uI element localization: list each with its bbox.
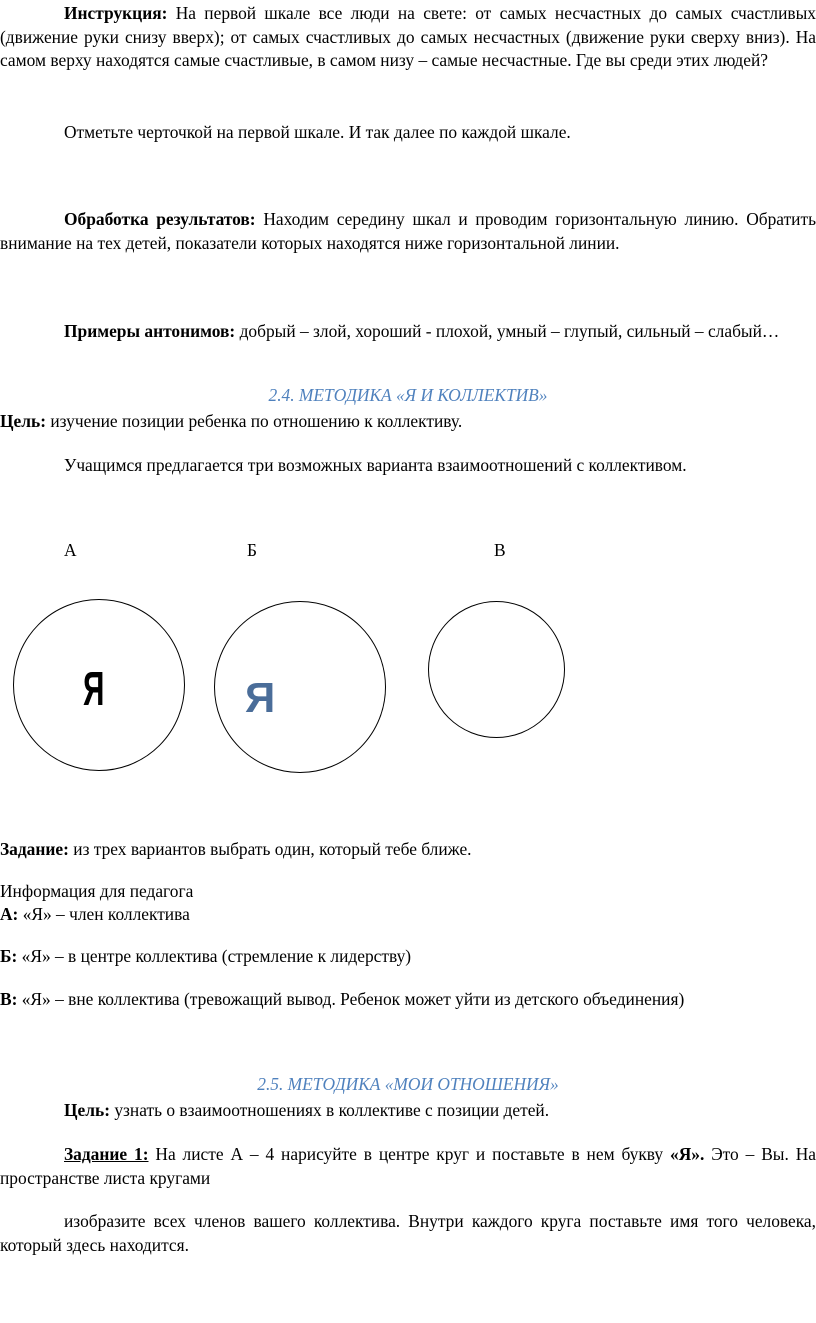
task1-label: Задание 1: <box>64 1144 149 1164</box>
teacher-info: Информация для педагога <box>0 881 194 901</box>
processing-label: Обработка результатов: <box>64 209 256 229</box>
processing-text: Находим середину шкал и проводим горизонтальную линию. Обратить внимание на тех детей, показатели которых находятся ниже горизонтальной линии. <box>0 209 816 253</box>
answer-v-label: В: <box>0 989 18 1009</box>
antonyms-label: Примеры антонимов: <box>64 321 236 341</box>
task-text: из трех вариантов выбрать один, который тебе ближе. <box>68 839 472 859</box>
section-24-intro: Учащимся предлагается три возможных варианта взаимоотношений с коллективом. <box>64 455 687 475</box>
section-24-task <box>0 838 816 862</box>
answer-a <box>0 903 816 927</box>
goal-25-text: узнать о взаимоотношениях в коллективе с позиции детей. <box>110 1100 550 1120</box>
circle-variant-a <box>13 599 185 771</box>
answer-a-text: «Я» – член коллектива <box>18 904 190 924</box>
task1-text-a: На листе А – 4 нарисуйте в центре круг и поставьте в нем букву <box>148 1144 670 1164</box>
section-25-task1 <box>0 1143 816 1190</box>
ya-letter-a: Я <box>83 663 105 716</box>
answer-b <box>0 945 816 969</box>
answer-a-label: А: <box>0 904 19 924</box>
variant-label-b: Б <box>247 540 257 560</box>
goal-label: Цель: <box>0 411 46 431</box>
processing-paragraph <box>0 208 816 255</box>
goal-text: изучение позиции ребенка по отношению к коллективу. <box>46 411 463 431</box>
answer-v <box>0 988 816 1012</box>
instruction-label: Инструкция: <box>64 3 168 23</box>
antonyms-paragraph <box>0 320 816 344</box>
section-24-goal <box>0 410 816 434</box>
antonyms-text: добрый – злой, хороший - плохой, умный – глупый, сильный – слабый… <box>235 321 780 341</box>
section-25-title: 2.5. МЕТОДИКА «МОИ ОТНОШЕНИЯ» <box>257 1074 559 1094</box>
instruction-text: На первой шкале все люди на свете: от самых несчастных до самых счастливых (движение руки снизу вверх); от самых счастливых до самых несчастных (движение руки сверху вниз). На самом верху находятся самые счастливые, в самом низу – самые несчастные. Где вы среди этих людей? <box>0 3 816 70</box>
section-24-title: 2.4. МЕТОДИКА «Я И КОЛЛЕКТИВ» <box>268 385 548 405</box>
answer-b-label: Б: <box>0 946 18 966</box>
instruction-paragraph <box>0 2 816 73</box>
task-label: Задание: <box>0 839 69 859</box>
variant-label-v: В <box>494 540 506 560</box>
section-25-goal <box>0 1099 816 1123</box>
mark-note: Отметьте черточкой на первой шкале. И так далее по каждой шкале. <box>64 122 571 142</box>
circle-variant-v <box>428 601 565 738</box>
circle-variant-b <box>214 601 386 773</box>
task1-text-b: Это – Вы. На пространстве листа кругами <box>0 1144 816 1188</box>
ya-letter-b: Я <box>245 674 276 721</box>
task1-bold: «Я». <box>670 1144 705 1164</box>
variant-label-a: А <box>64 540 77 560</box>
answer-b-text: «Я» – в центре коллектива (стремление к лидерству) <box>17 946 412 966</box>
answer-v-text: «Я» – вне коллектива (тревожащий вывод. Ребенок может уйти из детского объединения) <box>17 989 685 1009</box>
goal-25-label: Цель: <box>64 1100 110 1120</box>
section-25-task1-cont: изобразите всех членов вашего коллектива. Внутри каждого круга поставьте имя того человека, который здесь находится. <box>0 1211 816 1255</box>
